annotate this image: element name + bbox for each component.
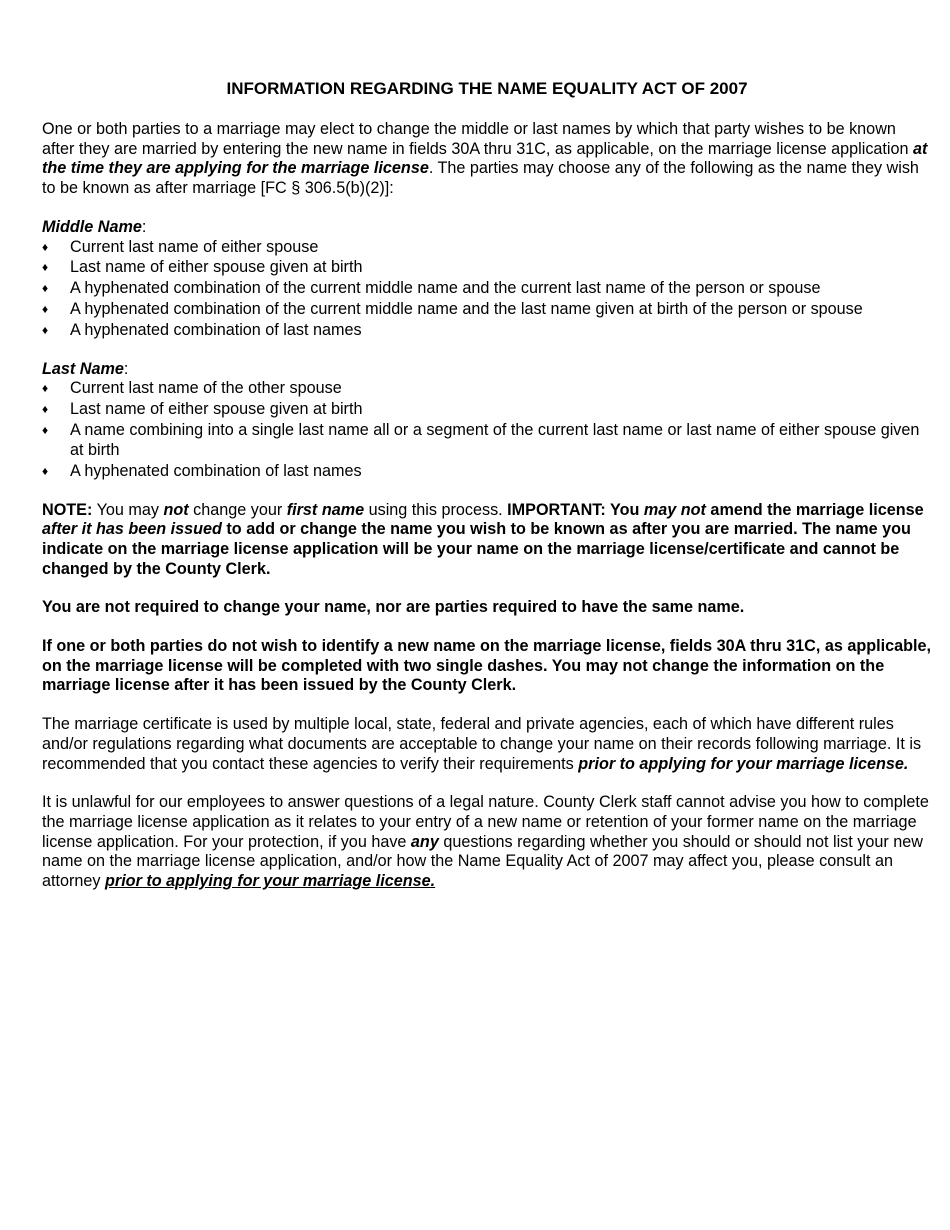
last-name-list <box>42 379 932 481</box>
list-item <box>42 300 932 320</box>
list-item <box>42 462 932 482</box>
diamond-bullet-icon: ♦ <box>42 260 49 275</box>
list-item <box>42 279 932 299</box>
note-text-3: using this process. <box>364 500 508 519</box>
last-name-colon: : <box>123 359 129 378</box>
list-item <box>42 379 932 399</box>
list-item <box>42 258 932 278</box>
unlawful-paragraph <box>42 793 932 892</box>
unlawful-emphasis: prior to applying for your marriage license. <box>105 872 436 891</box>
certificate-emphasis: prior to applying for your marriage license. <box>578 754 909 773</box>
certificate-paragraph <box>42 715 932 774</box>
middle-name-heading-line <box>42 218 932 238</box>
diamond-bullet-icon: ♦ <box>42 381 49 396</box>
diamond-bullet-icon: ♦ <box>42 302 49 317</box>
unlawful-text-2: questions regarding whether you should or should not list your new name on the marriage license application, and/or how the Name Equality Act of 2007 may affect you, please consult an attorney <box>42 832 923 891</box>
diamond-bullet-icon: ♦ <box>42 323 49 338</box>
list-item-text: A hyphenated combination of the current middle name and the current last name of the person or spouse <box>70 279 821 298</box>
important-text-1: amend the marriage license <box>705 500 924 519</box>
not-required-paragraph: You are not required to change your name, nor are parties required to have the same name. <box>42 598 745 617</box>
list-item-text: A hyphenated combination of the current middle name and the last name given at birth of the person or spouse <box>70 300 863 319</box>
note-label: NOTE: <box>42 500 93 519</box>
certificate-text: The marriage certificate is used by multiple local, state, federal and private agencies, each of which have different rules and/or regulations regarding what documents are acceptable to change your name on their records following marriage. It is recommended that you contact these agencies to verify their requirements <box>42 715 922 773</box>
important-text-2: to add or change the name you wish to be known as after you are married. The name you indicate on the marriage license application will be your name on the marriage license/certificate and cannot be changed by the County Clerk. <box>42 520 911 578</box>
middle-name-list <box>42 238 932 341</box>
last-name-heading: Last Name <box>42 359 124 378</box>
dashes-paragraph: If one or both parties do not wish to identify a new name on the marriage license, fields 30A thru 31C, as applicable, on the marriage license will be completed with two single dashes. You may not change the information on the marriage license after it has been issued by the County Clerk. <box>42 637 931 695</box>
list-item-text: Last name of either spouse given at birth <box>70 258 363 277</box>
note-text-2: change your <box>188 500 287 519</box>
diamond-bullet-icon: ♦ <box>42 423 49 438</box>
intro-text-2: . The parties may choose any of the following as the name they wish to be known as after marriage [FC § 306.5(b)(2)]: <box>42 159 919 198</box>
middle-name-colon: : <box>141 217 147 236</box>
important-label: IMPORTANT: You <box>507 500 644 519</box>
diamond-bullet-icon: ♦ <box>42 402 49 417</box>
note-first-name: first name <box>286 500 365 519</box>
unlawful-text-1: It is unlawful for our employees to answer questions of a legal nature. County Clerk staff cannot advise you how to complete the marriage license application as it relates to your entry of a new name or retention of your former name on the marriage license application. For your protection, if you have <box>42 793 929 851</box>
note-paragraph <box>42 501 932 580</box>
document-title: INFORMATION REGARDING THE NAME EQUALITY ACT OF 2007 <box>226 79 748 98</box>
intro-paragraph <box>42 120 932 199</box>
middle-name-heading: Middle Name <box>42 217 142 236</box>
list-item-text: Current last name of either spouse <box>70 237 319 256</box>
list-item <box>42 421 932 460</box>
list-item-text: Current last name of the other spouse <box>70 379 342 398</box>
important-may-not: may not <box>643 500 706 519</box>
list-item-text: A name combining into a single last name all or a segment of the current last name or last name of either spouse given at birth <box>70 421 920 459</box>
diamond-bullet-icon: ♦ <box>42 239 49 254</box>
list-item-text: A hyphenated combination of last names <box>70 321 362 340</box>
document-page <box>42 78 932 911</box>
intro-text-1: One or both parties to a marriage may elect to change the middle or last names by which that party wishes to be known after they are married by entering the new name in fields 30A thru 31C, as applicable, on the marriage license application <box>42 120 914 158</box>
last-name-heading-line <box>42 360 932 380</box>
list-item <box>42 238 932 258</box>
list-item <box>42 321 932 341</box>
diamond-bullet-icon: ♦ <box>42 463 49 478</box>
list-item-text: Last name of either spouse given at birth <box>70 400 363 419</box>
intro-emphasis: at the time they are applying for the marriage license <box>42 139 928 178</box>
unlawful-any: any <box>410 832 439 851</box>
important-after-issued: after it has been issued <box>42 520 222 539</box>
list-item <box>42 400 932 420</box>
list-item-text: A hyphenated combination of last names <box>70 461 362 480</box>
diamond-bullet-icon: ♦ <box>42 281 49 296</box>
note-text-1: You may <box>92 500 164 519</box>
note-not: not <box>163 500 189 519</box>
